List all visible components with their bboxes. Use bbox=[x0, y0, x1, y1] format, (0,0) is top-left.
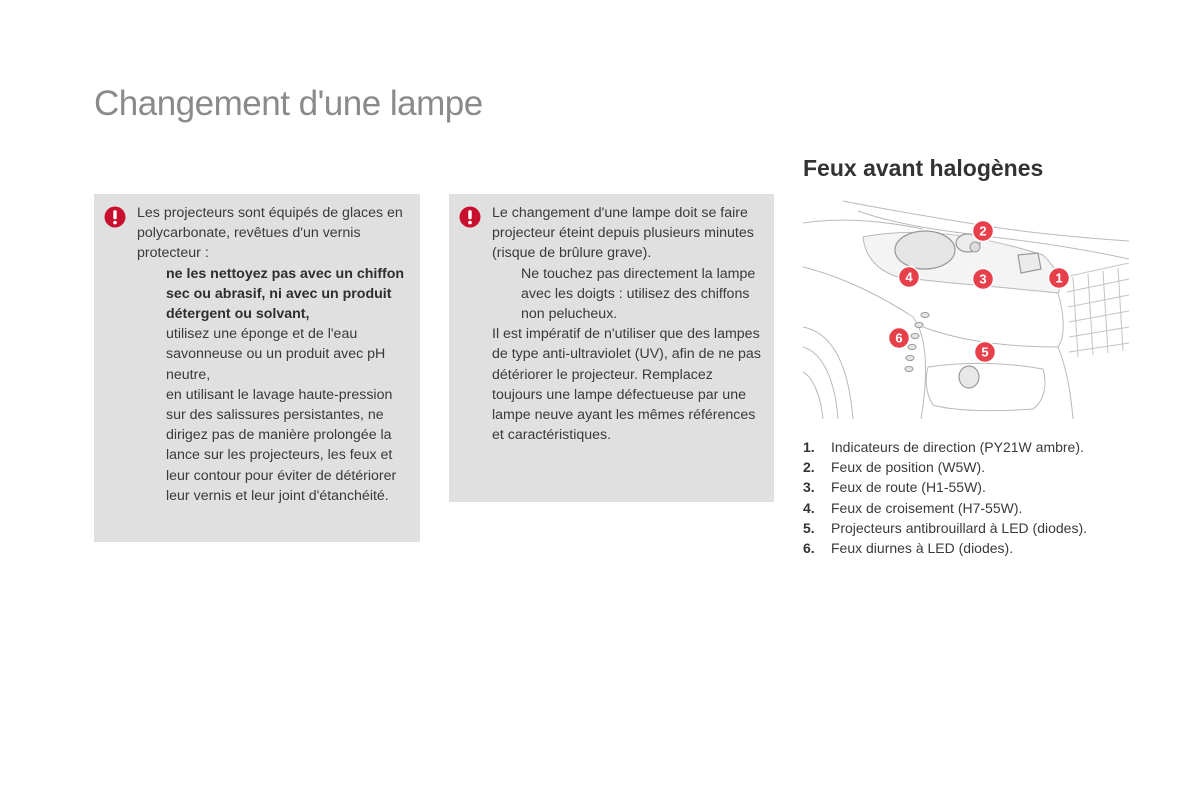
list-item: en utilisant le lavage haute-pression sur des salissures persistantes, ne dirigez pas de manière prolongée la lance sur les projecteurs, les feux et leur contour pour éviter de détériorer leur vernis et leur joint d'étanchéité. bbox=[166, 386, 397, 504]
page-title: Changement d'une lampe bbox=[94, 84, 483, 123]
list-item: utilisez une éponge et de l'eau savonneuse ou un produit avec pH neutre, bbox=[166, 326, 386, 383]
warning-intro: Les projecteurs sont équipés de glaces en polycarbonate, revêtues d'un vernis protecteur : bbox=[137, 205, 403, 262]
section-title: Feux avant halogènes bbox=[803, 155, 1044, 181]
svg-text:3: 3 bbox=[979, 271, 987, 287]
callout-5 bbox=[975, 342, 996, 363]
headlight-diagram bbox=[803, 197, 1129, 419]
legend-item: 1. Indicateurs de direction (PY21W ambre). bbox=[803, 439, 1084, 455]
warning-list bbox=[492, 264, 764, 325]
svg-text:5: 5 bbox=[981, 344, 989, 360]
callout-4 bbox=[899, 267, 920, 288]
warning-box-lamp-change bbox=[449, 194, 774, 502]
callout-1 bbox=[1049, 268, 1070, 289]
legend-item: 4. Feux de croisement (H7-55W). bbox=[803, 499, 1023, 516]
warning-outro: Il est impératif de n'utiliser que des lampes de type anti-ultraviolet (UV), afin de ne pas détériorer le projecteur. Remplacez toujours une lampe défectueuse par une lampe neuve ayant les mêmes références et caractéristiques. bbox=[492, 326, 761, 444]
warning-text-lamp-change bbox=[492, 203, 764, 445]
svg-text:1: 1 bbox=[1055, 270, 1063, 286]
svg-text:6: 6 bbox=[895, 330, 903, 346]
warning-list bbox=[137, 264, 410, 506]
callout-2 bbox=[973, 221, 994, 242]
svg-text:4: 4 bbox=[905, 269, 913, 285]
legend-item: 3. Feux de route (H1-55W). bbox=[803, 479, 986, 496]
legend-item: 5. Projecteurs antibrouillard à LED (diodes). bbox=[803, 519, 1088, 536]
warning-box-cleaning bbox=[94, 194, 420, 542]
warning-text-cleaning bbox=[137, 203, 410, 506]
svg-text:2: 2 bbox=[979, 223, 987, 239]
list-item: Ne touchez pas directement la lampe avec les doigts : utilisez des chiffons non pelucheux. bbox=[521, 265, 756, 323]
list-item: ne les nettoyez pas avec un chiffon sec ou abrasif, ni avec un produit détergent ou solvant, bbox=[166, 265, 405, 323]
warning-icon bbox=[104, 206, 126, 228]
legend-item: 2. Feux de position (W5W). bbox=[803, 459, 986, 476]
callout-6 bbox=[889, 328, 910, 349]
warning-icon bbox=[459, 206, 481, 228]
bulb-legend bbox=[803, 437, 1143, 558]
warning-intro: Le changement d'une lampe doit se faire projecteur éteint depuis plusieurs minutes (risque de brûlure grave). bbox=[492, 205, 754, 262]
legend-item: 6. Feux diurnes à LED (diodes). bbox=[803, 540, 1014, 557]
callout-3 bbox=[973, 269, 994, 290]
